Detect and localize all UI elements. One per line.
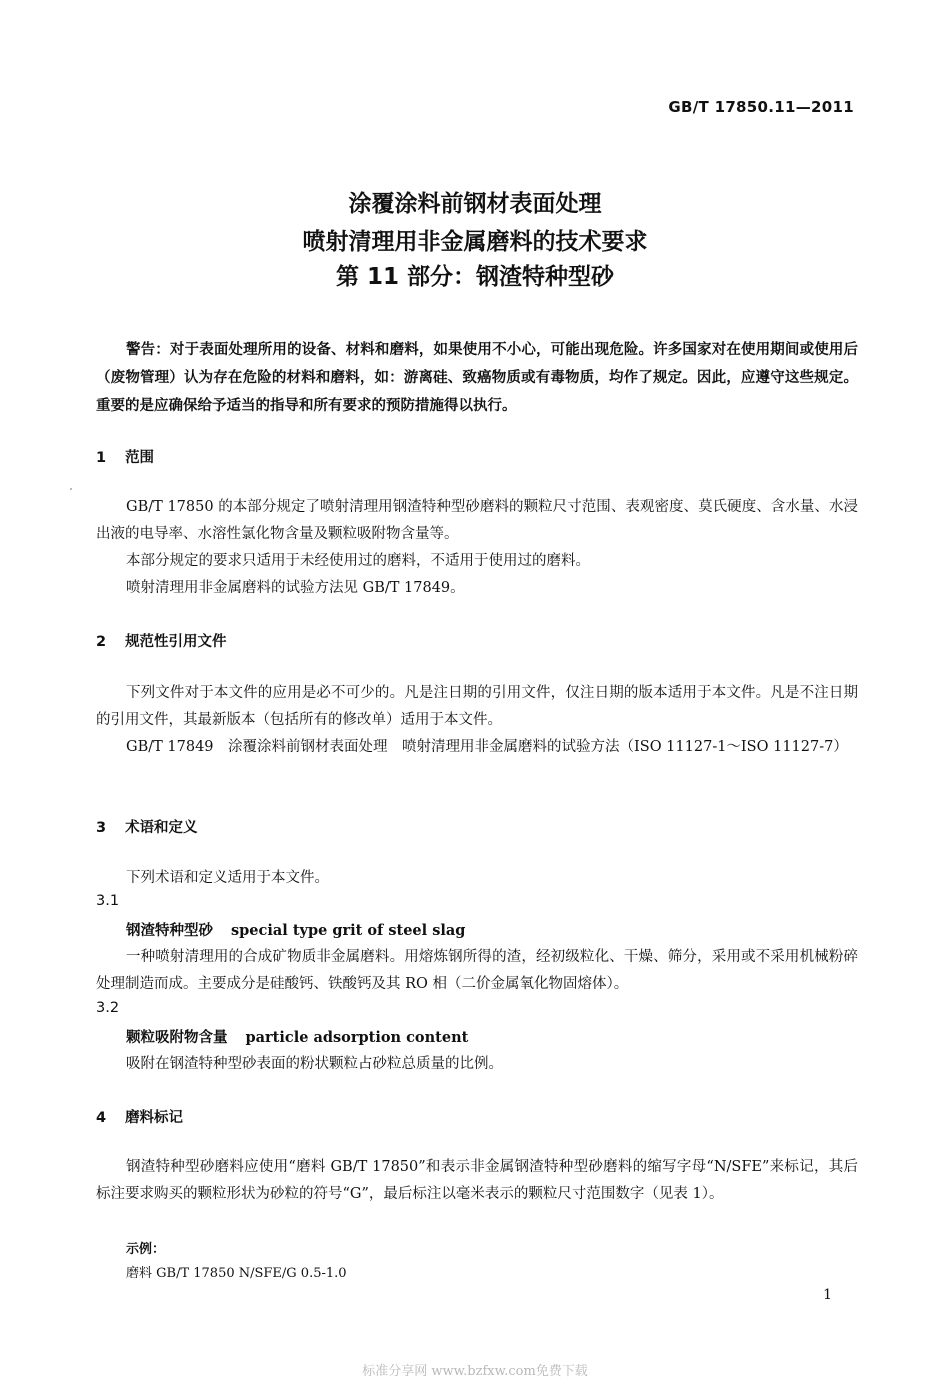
section-number: 2 xyxy=(96,634,107,650)
clause-number-3-1: 3.1 xyxy=(96,893,120,909)
term-3-2 xyxy=(126,1026,468,1047)
section-1-paragraph-1: GB/T 17850 的本部分规定了喷射清理用钢渣特种型砂磨料的颗粒尺寸范围、表观密度、莫氏硬度、含水量、水浸出液的电导率、水溶性氯化物含量及颗粒吸附物含量等。 xyxy=(96,499,858,542)
section-title: 范围 xyxy=(125,450,155,466)
section-2-paragraph-2: GB/T 17849 涂覆涂料前钢材表面处理 喷射清理用非金属磨料的试验方法（ISO 11127-1～ISO 11127-7） xyxy=(126,739,848,755)
section-number: 3 xyxy=(96,820,107,836)
title-line-3: 第 11 部分：钢渣特种型砂 xyxy=(335,264,615,290)
section-3-heading xyxy=(96,816,198,837)
standard-code: GB/T 17850.11—2011 xyxy=(668,98,854,116)
section-1-heading xyxy=(96,446,154,467)
term-3-1-definition: 一种喷射清理用的合成矿物质非金属磨料。用熔炼钢所得的渣，经初级粒化、干燥、筛分，采用或不采用机械粉碎处理制造而成。主要成分是硅酸钙、铁酸钙及其 RO 相（二价金属氧化物固熔体）。 xyxy=(96,949,858,992)
section-number: 1 xyxy=(96,450,107,466)
section-2-paragraph-1: 下列文件对于本文件的应用是必不可少的。凡是注日期的引用文件，仅注日期的版本适用于本文件。凡是不注日期的引用文件，其最新版本（包括所有的修改单）适用于本文件。 xyxy=(96,685,858,728)
term-chinese: 颗粒吸附物含量 xyxy=(126,1029,228,1046)
scan-artifact xyxy=(70,488,72,490)
section-2-heading xyxy=(96,630,227,651)
page-number: 1 xyxy=(823,1287,832,1303)
term-english: particle adsorption content xyxy=(245,1029,469,1046)
warning-paragraph: 警告：对于表面处理所用的设备、材料和磨料，如果使用不小心，可能出现危险。许多国家对在使用期间或使用后（废物管理）认为存在危险的材料和磨料，如：游离硅、致癌物质或有毒物质，均作了规定。因此，应遵守这些规定。重要的是应确保给予适当的指导和所有要求的预防措施得以执行。 xyxy=(96,341,858,414)
example-text: 磨料 GB/T 17850 N/SFE/G 0.5-1.0 xyxy=(126,1266,347,1281)
section-1-paragraph-3: 喷射清理用非金属磨料的试验方法见 GB/T 17849。 xyxy=(126,580,465,596)
clause-number-3-2: 3.2 xyxy=(96,1000,120,1016)
section-3-intro: 下列术语和定义适用于本文件。 xyxy=(126,870,329,886)
section-number: 4 xyxy=(96,1110,107,1126)
term-3-2-definition: 吸附在钢渣特种型砂表面的粉状颗粒占砂粒总质量的比例。 xyxy=(126,1056,503,1072)
section-1-paragraph-2: 本部分规定的要求只适用于未经使用过的磨料，不适用于使用过的磨料。 xyxy=(126,553,590,569)
section-title: 磨料标记 xyxy=(125,1110,184,1126)
watermark: 标准分享网 www.bzfxw.com免费下载 xyxy=(362,1364,588,1379)
section-4-heading xyxy=(96,1106,183,1127)
term-english: special type grit of steel slag xyxy=(231,922,466,939)
term-chinese: 钢渣特种型砂 xyxy=(126,922,213,939)
example-label: 示例： xyxy=(126,1242,166,1257)
term-3-1 xyxy=(126,919,465,940)
section-title: 术语和定义 xyxy=(125,820,198,836)
section-title: 规范性引用文件 xyxy=(125,634,227,650)
section-4-paragraph-1: 钢渣特种型砂磨料应使用“磨料 GB/T 17850”和表示非金属钢渣特种型砂磨料的缩写字母“N/SFE”来标记，其后标注要求购买的颗粒形状为砂粒的符号“G”，最后标注以毫米表示的颗粒尺寸范围数字（见表 1）。 xyxy=(96,1159,858,1202)
title-line-2: 喷射清理用非金属磨料的技术要求 xyxy=(302,229,648,255)
title-line-1: 涂覆涂料前钢材表面处理 xyxy=(348,191,602,217)
